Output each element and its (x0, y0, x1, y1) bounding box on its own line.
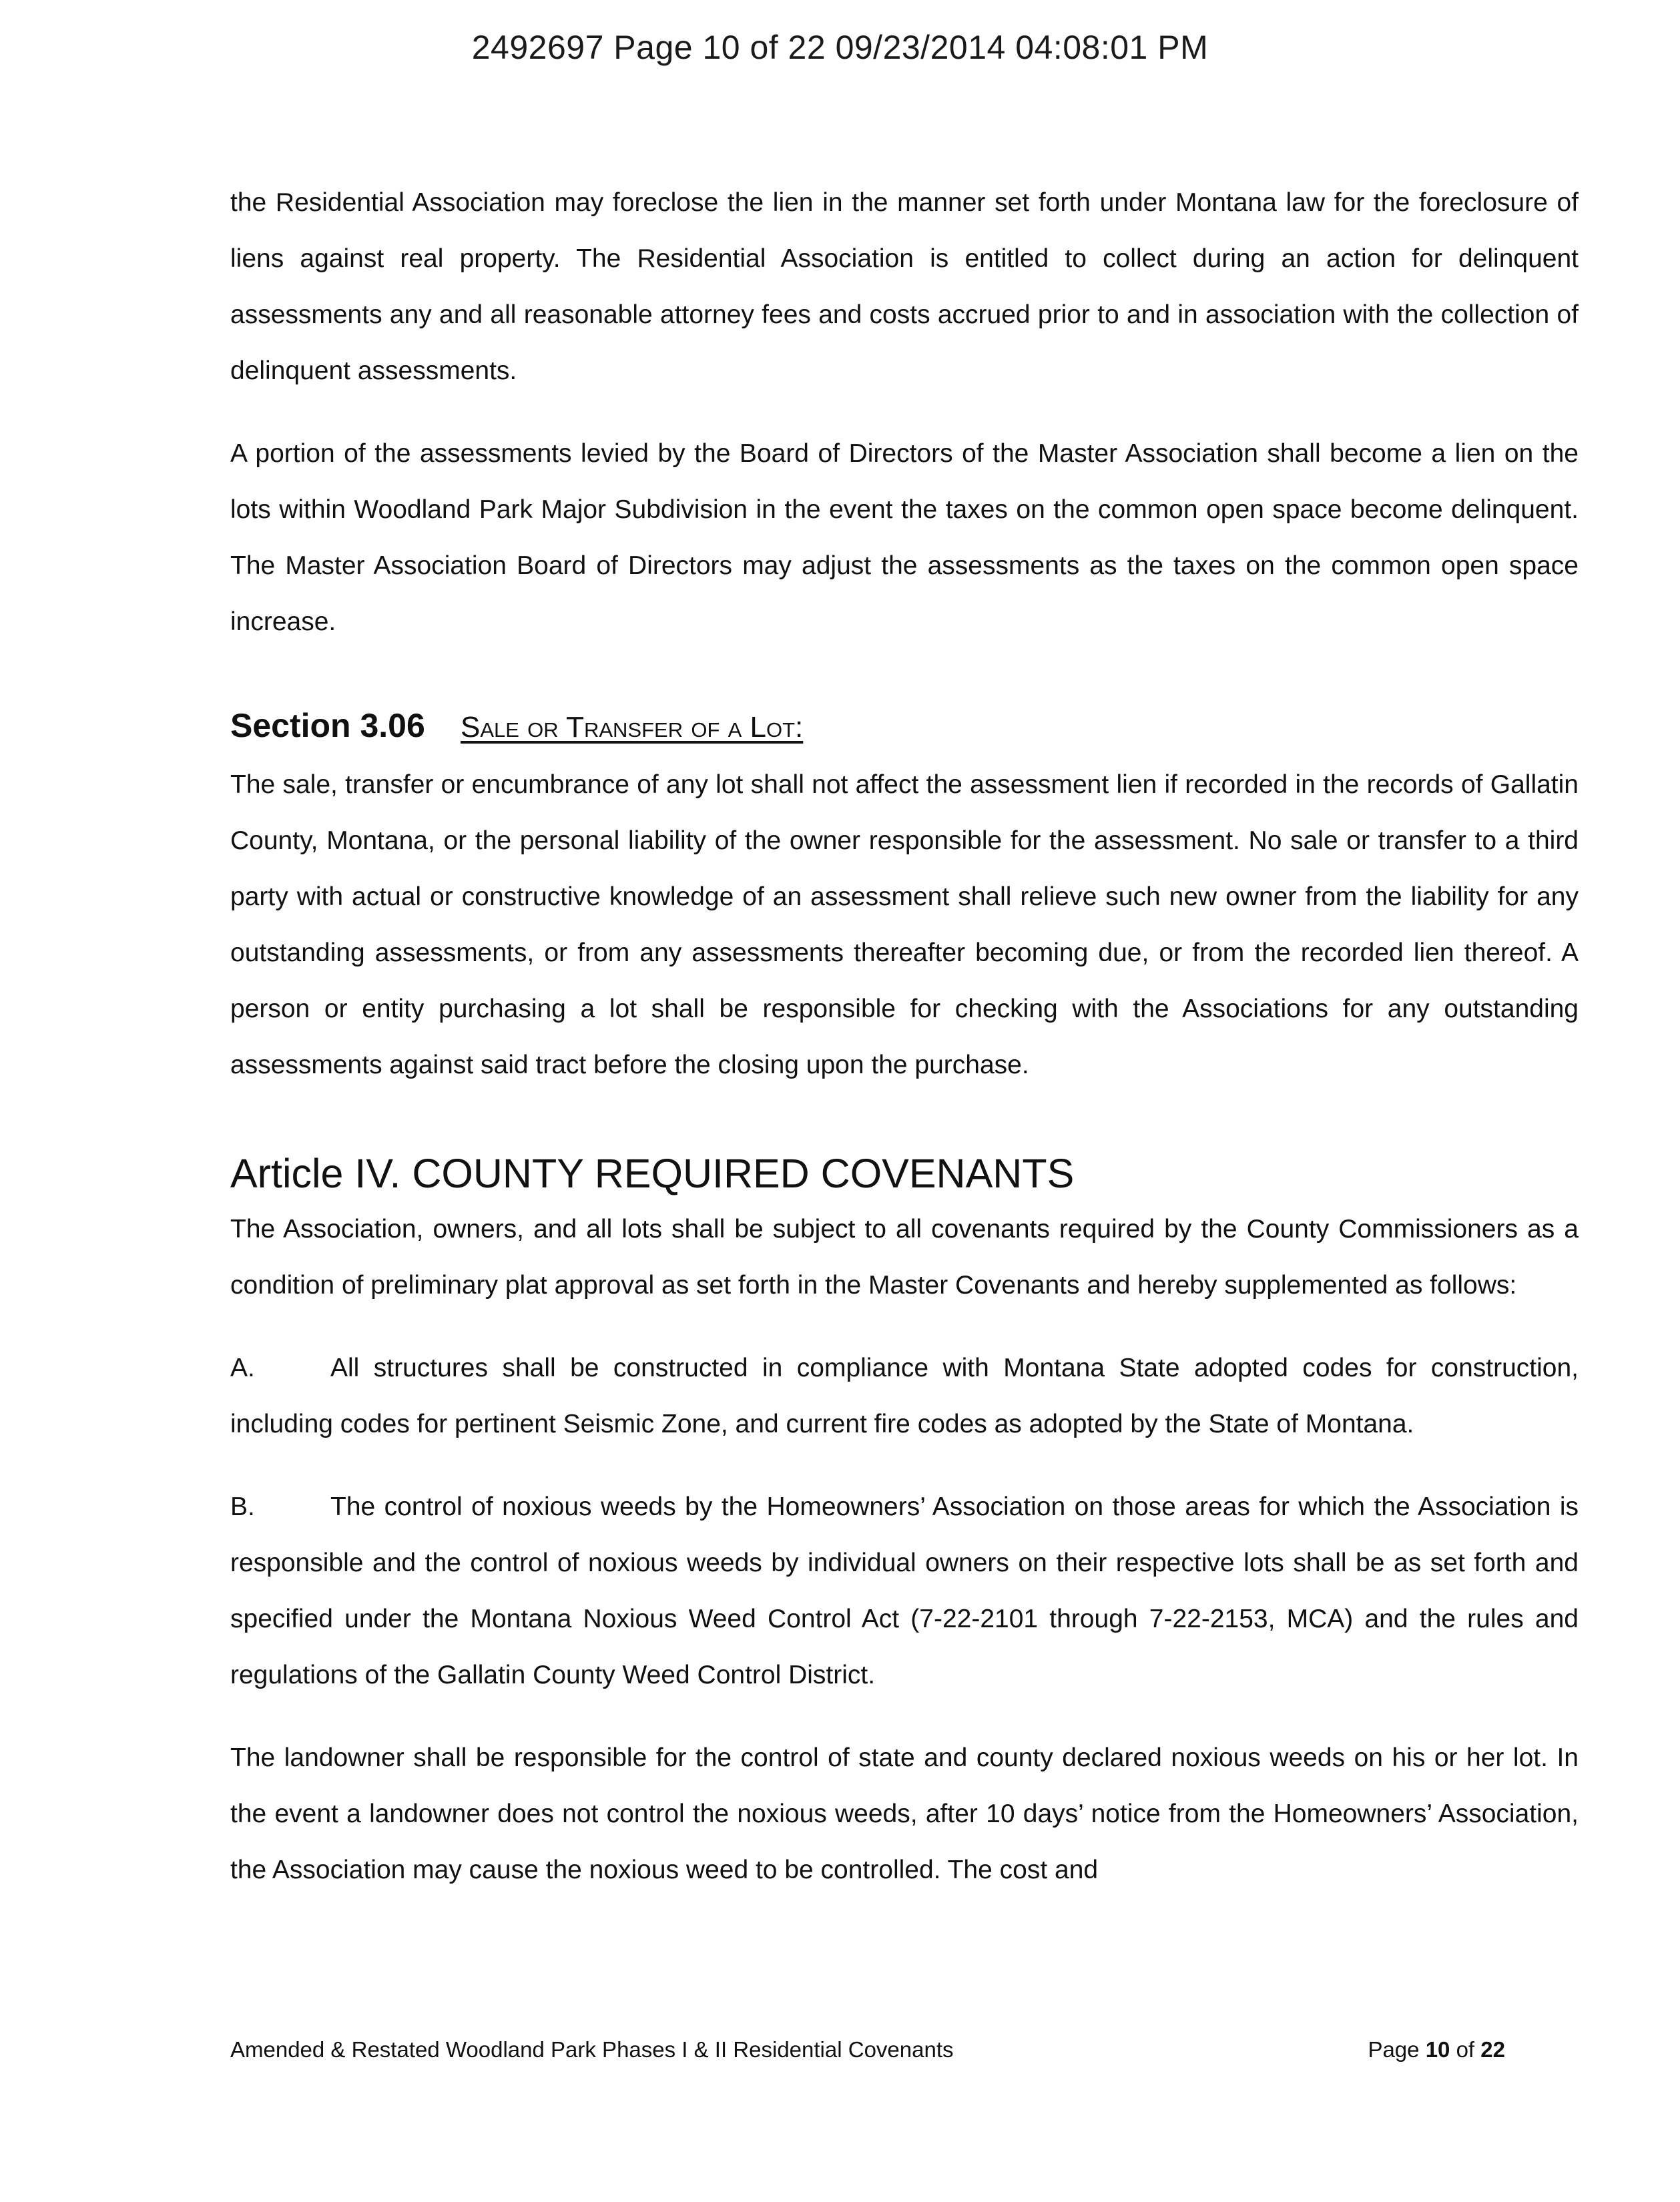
footer-document-title: Amended & Restated Woodland Park Phases I & II Residential Covenants (230, 2037, 954, 2062)
item-a-text: All structures shall be constructed in compliance with Montana State adopted codes for construction, including codes for pertinent Seismic Zone, and current fire codes as adopted by the State of Montana. (230, 1354, 1579, 1438)
list-item-a (230, 1340, 1579, 1452)
item-a-label: A. (230, 1354, 255, 1382)
footer-page-word: Page (1368, 2037, 1420, 2062)
paragraph-sale-transfer: The sale, transfer or encumbrance of any lot shall not affect the assessment lien if recorded in the records of Gallatin County, Montana, or the personal liability of the owner responsible for the assessment. No sale or transfer to a third party with actual or constructive knowledge of an assessment shall relieve such new owner from the liability for any outstanding assessments, or from any assessments thereafter becoming due, or from the recorded lien thereof. A person or entity purchasing a lot shall be responsible for checking with the Associations for any outstanding assessments against said tract before the closing upon the purchase. (230, 770, 1579, 1079)
paragraph-landowner-weeds: The landowner shall be responsible for the control of state and county declared noxious weeds on his or her lot. In the event a landowner does not control the noxious weeds, after 10 days’ notice from the Homeowners’ Association, the Association may cause the noxious weed to be controlled. The cost and (230, 1743, 1579, 1884)
footer-page-total: 22 (1480, 2037, 1505, 2062)
item-b-text: The control of noxious weeds by the Homeowners’ Association on those areas for which the Association is responsible and the control of noxious weeds by individual owners on their respective lots shall be as set forth and specified under the Montana Noxious Weed Control Act (7-22-2101 through 7-22-2153, MCA) and the rules and regulations of the Gallatin County Weed Control District. (230, 1492, 1579, 1689)
paragraph-article-intro: The Association, owners, and all lots shall be subject to all covenants required by the County Commissioners as a condition of preliminary plat approval as set forth in the Master Covenants and hereby supplemented as follows: (230, 1215, 1579, 1300)
recording-stamp: 2492697 Page 10 of 22 09/23/2014 04:08:01 PM (471, 29, 1209, 66)
section-number: Section 3.06 (230, 707, 425, 744)
section-3-06-heading (230, 706, 1579, 753)
footer-of-word: of (1456, 2037, 1475, 2062)
list-item-b (230, 1479, 1579, 1703)
section-title: Sale or Transfer of a Lot: (461, 711, 804, 744)
footer-page-current: 10 (1425, 2037, 1450, 2062)
paragraph-master-assessments: A portion of the assessments levied by the Board of Directors of the Master Association shall become a lien on the lots within Woodland Park Major Subdivision in the event the taxes on the common open space become delinquent. The Master Association Board of Directors may adjust the assessments as the taxes on the common open space increase. (230, 439, 1579, 636)
footer-page-number (1368, 2037, 1505, 2062)
document-body (230, 175, 1579, 1898)
item-b-label: B. (230, 1492, 255, 1521)
article-iv-heading: Article IV. COUNTY REQUIRED COVENANTS (230, 1151, 1075, 1196)
paragraph-lien-foreclosure: the Residential Association may foreclose the lien in the manner set forth under Montana law for the foreclosure of liens against real property. The Residential Association is entitled to collect during an action for delinquent assessments any and all reasonable attorney fees and costs accrued prior to and in association with the collection of delinquent assessments. (230, 188, 1579, 385)
